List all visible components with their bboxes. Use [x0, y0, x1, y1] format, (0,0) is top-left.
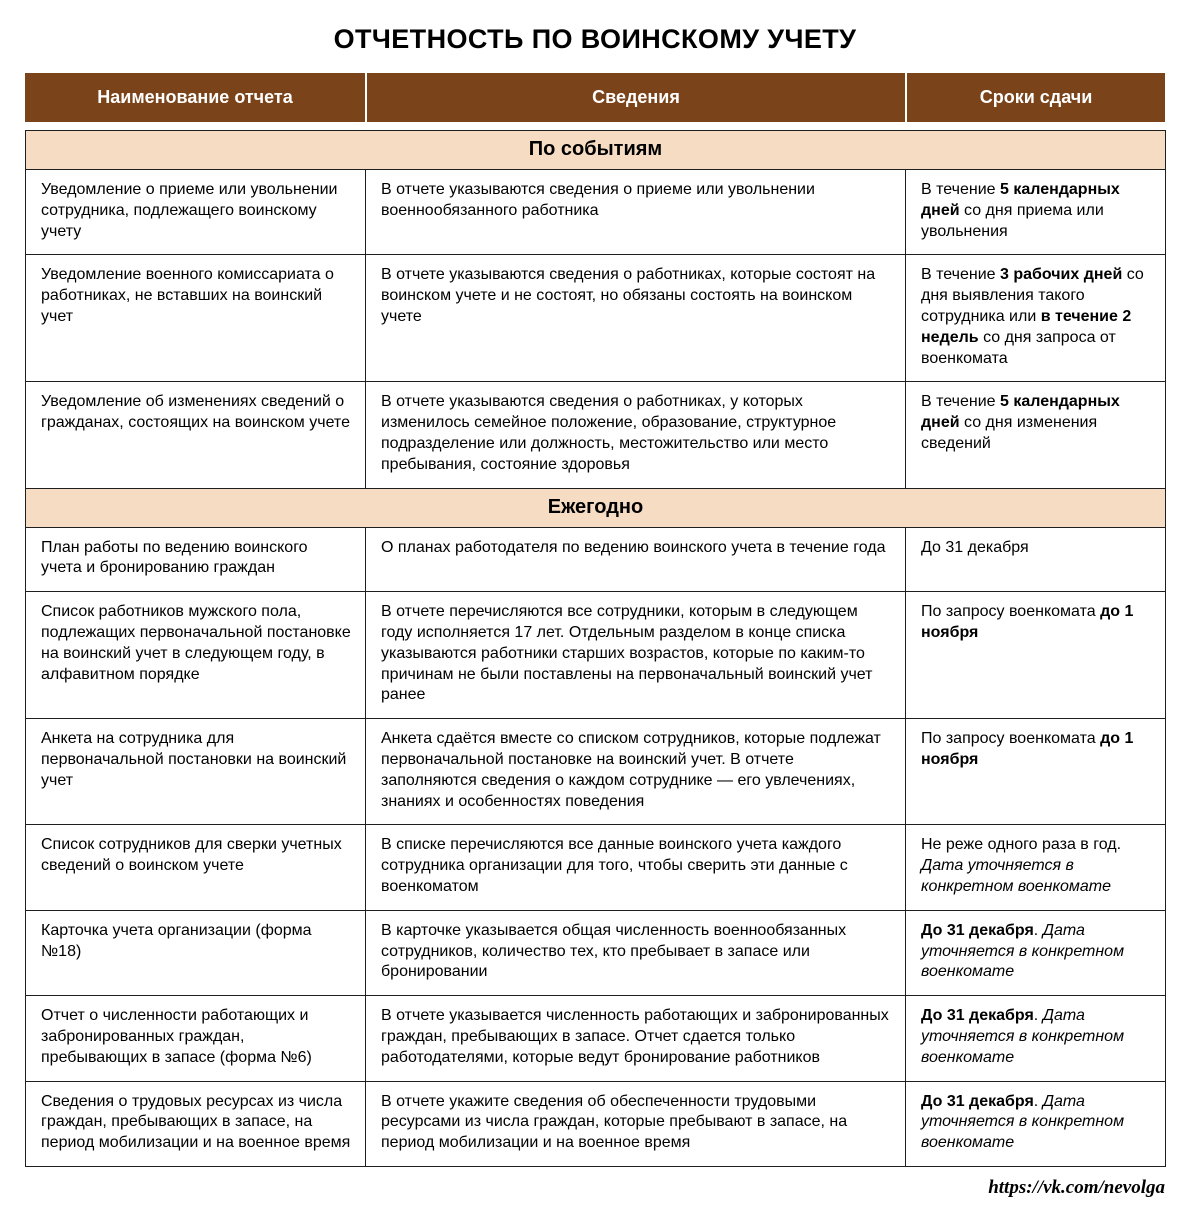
table-row — [26, 382, 1166, 488]
header-gap — [25, 122, 1165, 130]
deadline-cell — [906, 382, 1166, 488]
text-segment: Дата уточняется в конкретном военкомате — [921, 857, 1112, 895]
text-segment: До 31 декабря — [921, 1092, 1034, 1110]
text-segment: В течение — [921, 181, 1000, 198]
text-segment: в течение 2 недель — [921, 307, 1132, 346]
text-segment: 5 календарных дней — [921, 393, 1120, 432]
text-segment: Анкета сдаётся вместе со списком сотрудников, которые подлежат первоначальной постановке на воинский учет. В отчете заполняются сведения о каждом сотруднике — его увлечениях, знаниях и особенностях поведения — [381, 730, 881, 810]
column-header-report-name: Наименование отчета — [97, 87, 293, 107]
report-table-body — [25, 130, 1166, 1167]
deadline-cell — [906, 825, 1166, 910]
text-segment: Список сотрудников для сверки учетных сведений о воинском учете — [41, 836, 342, 875]
text-segment: . — [1033, 1007, 1043, 1025]
text-segment: По запросу военкомата — [921, 730, 1101, 748]
details-cell — [366, 255, 906, 382]
section-title: По событиям — [26, 131, 1166, 170]
text-segment: Не реже одного раза в год. — [921, 836, 1122, 854]
details-cell — [366, 1081, 906, 1166]
deadline-cell — [906, 527, 1166, 592]
report-name-cell — [26, 825, 366, 910]
table-row — [26, 910, 1166, 995]
deadline-cell — [906, 592, 1166, 719]
text-segment: Дата уточняется в конкретном военкомате — [921, 1007, 1125, 1066]
details-cell — [366, 592, 906, 719]
details-cell — [366, 719, 906, 825]
page-title: ОТЧЕТНОСТЬ ПО ВОИНСКОМУ УЧЕТУ — [333, 24, 857, 54]
section-header-row — [26, 488, 1166, 527]
column-header-details: Сведения — [365, 73, 905, 122]
details-cell — [366, 170, 906, 255]
text-segment: . — [1033, 1092, 1043, 1110]
table-row — [26, 255, 1166, 382]
deadline-cell — [906, 255, 1166, 382]
text-segment: О планах работодателя по ведению воинского учета в течение года — [381, 538, 886, 556]
report-name-cell — [26, 719, 366, 825]
text-segment: Уведомление об изменениях сведений о гражданах, состоящих на воинском учете — [41, 393, 350, 432]
text-segment: В отчете указываются сведения о работниках, у которых изменилось семейное положение, образование, структурное подразделение или должность, местожительство или место пребывания, состояние здоровья — [381, 393, 837, 473]
report-name-cell — [26, 382, 366, 488]
deadline-cell — [906, 719, 1166, 825]
deadline-cell — [906, 170, 1166, 255]
deadline-cell — [906, 996, 1166, 1081]
text-segment: До 31 декабря — [921, 538, 1029, 556]
report-name-cell — [26, 170, 366, 255]
text-segment: В отчете указываются сведения о приеме или увольнении военнообязанного работника — [381, 181, 815, 219]
column-header-deadline: Сроки сдачи — [905, 73, 1165, 122]
text-segment: В течение — [921, 393, 1000, 411]
text-segment: План работы по ведению воинского учета и бронированию граждан — [41, 538, 308, 577]
details-cell — [366, 996, 906, 1081]
table-row — [26, 825, 1166, 910]
deadline-cell — [906, 1081, 1166, 1166]
text-segment: со дня изменения сведений — [921, 414, 1098, 452]
details-cell — [366, 382, 906, 488]
text-segment: Дата уточняется в конкретном военкомате — [921, 921, 1125, 981]
details-cell — [366, 825, 906, 910]
text-segment: До 31 декабря — [921, 1007, 1034, 1025]
table-row — [26, 527, 1166, 592]
text-segment: со дня запроса от военкомата — [921, 328, 1116, 367]
text-segment: со дня приема или увольнения — [921, 201, 1104, 240]
text-segment: до 1 ноября — [921, 603, 1134, 641]
table-row — [26, 1081, 1166, 1166]
report-name-cell — [26, 592, 366, 719]
text-segment: до 1 ноября — [921, 730, 1134, 768]
details-cell — [366, 910, 906, 995]
table-header-row — [25, 73, 1165, 122]
text-segment: В карточке указывается общая численность военнообязанных сотрудников, количество тех, кто пребывает в запасе или бронировании — [381, 921, 847, 981]
text-segment: В отчете укажите сведения об обеспеченности трудовыми ресурсами из числа граждан, которые пребывают в запасе, на период мобилизации и на военное время — [381, 1092, 848, 1152]
text-segment: Уведомление военного комиссариата о работниках, не вставших на воинский учет — [41, 266, 334, 325]
text-segment: В отчете перечисляются все сотрудники, которым в следующем году исполняется 17 лет. Отдельным разделом в конце списка указываются работники старших возрастов, которые по каким-то причинам не были поставлены на первоначальный воинский учет ранее — [381, 603, 873, 704]
deadline-cell — [906, 910, 1166, 995]
text-segment: В отчете указываются сведения о работниках, которые состоят на воинском учете и не состоят, но обязаны состоять на воинском учете — [381, 266, 876, 325]
text-segment: По запросу военкомата — [921, 603, 1101, 621]
report-name-cell — [26, 996, 366, 1081]
section-title: Ежегодно — [26, 488, 1166, 527]
footer — [25, 1177, 1165, 1199]
report-name-cell — [26, 910, 366, 995]
details-cell — [366, 527, 906, 592]
footer-link[interactable]: https://vk.com/nevolga — [988, 1176, 1165, 1198]
text-segment: Список работников мужского пола, подлежащих первоначальной постановке на воинский учет в следующем году, в алфавитном порядке — [41, 603, 351, 683]
text-segment: Дата уточняется в конкретном военкомате — [921, 1092, 1125, 1152]
text-segment: Отчет о численности работающих и забронированных граждан, пребывающих в запасе (форма №6) — [41, 1007, 312, 1066]
table-row — [26, 592, 1166, 719]
text-segment: . — [1033, 921, 1043, 939]
text-segment: 3 рабочих дней — [999, 266, 1123, 284]
text-segment: 5 календарных дней — [921, 181, 1120, 219]
text-segment: В течение — [921, 266, 1000, 284]
text-segment: В списке перечисляются все данные воинского учета каждого сотрудника организации для того, чтобы сверить эти данные с военкоматом — [381, 836, 848, 895]
section-header-row — [26, 131, 1166, 170]
table-row — [26, 719, 1166, 825]
table-row — [26, 170, 1166, 255]
text-segment: До 31 декабря — [921, 921, 1034, 939]
report-name-cell — [26, 527, 366, 592]
text-segment: В отчете указывается численность работающих и забронированных граждан, пребывающих в запасе. Отчет сдается только работодателями, которые ведут бронирование работников — [381, 1007, 889, 1066]
text-segment: Анкета на сотрудника для первоначальной постановки на воинский учет — [41, 730, 347, 789]
text-segment: со дня выявления такого сотрудника или — [921, 266, 1144, 325]
table-row — [26, 996, 1166, 1081]
report-name-cell — [26, 1081, 366, 1166]
text-segment: Сведения о трудовых ресурсах из числа граждан, пребывающих в запасе, на период мобилизации и на военное время — [41, 1092, 351, 1152]
text-segment: Уведомление о приеме или увольнении сотрудника, подлежащего воинскому учету — [41, 181, 338, 240]
report-name-cell — [26, 255, 366, 382]
text-segment: Карточка учета организации (форма №18) — [41, 921, 312, 960]
report-table — [25, 73, 1165, 1167]
